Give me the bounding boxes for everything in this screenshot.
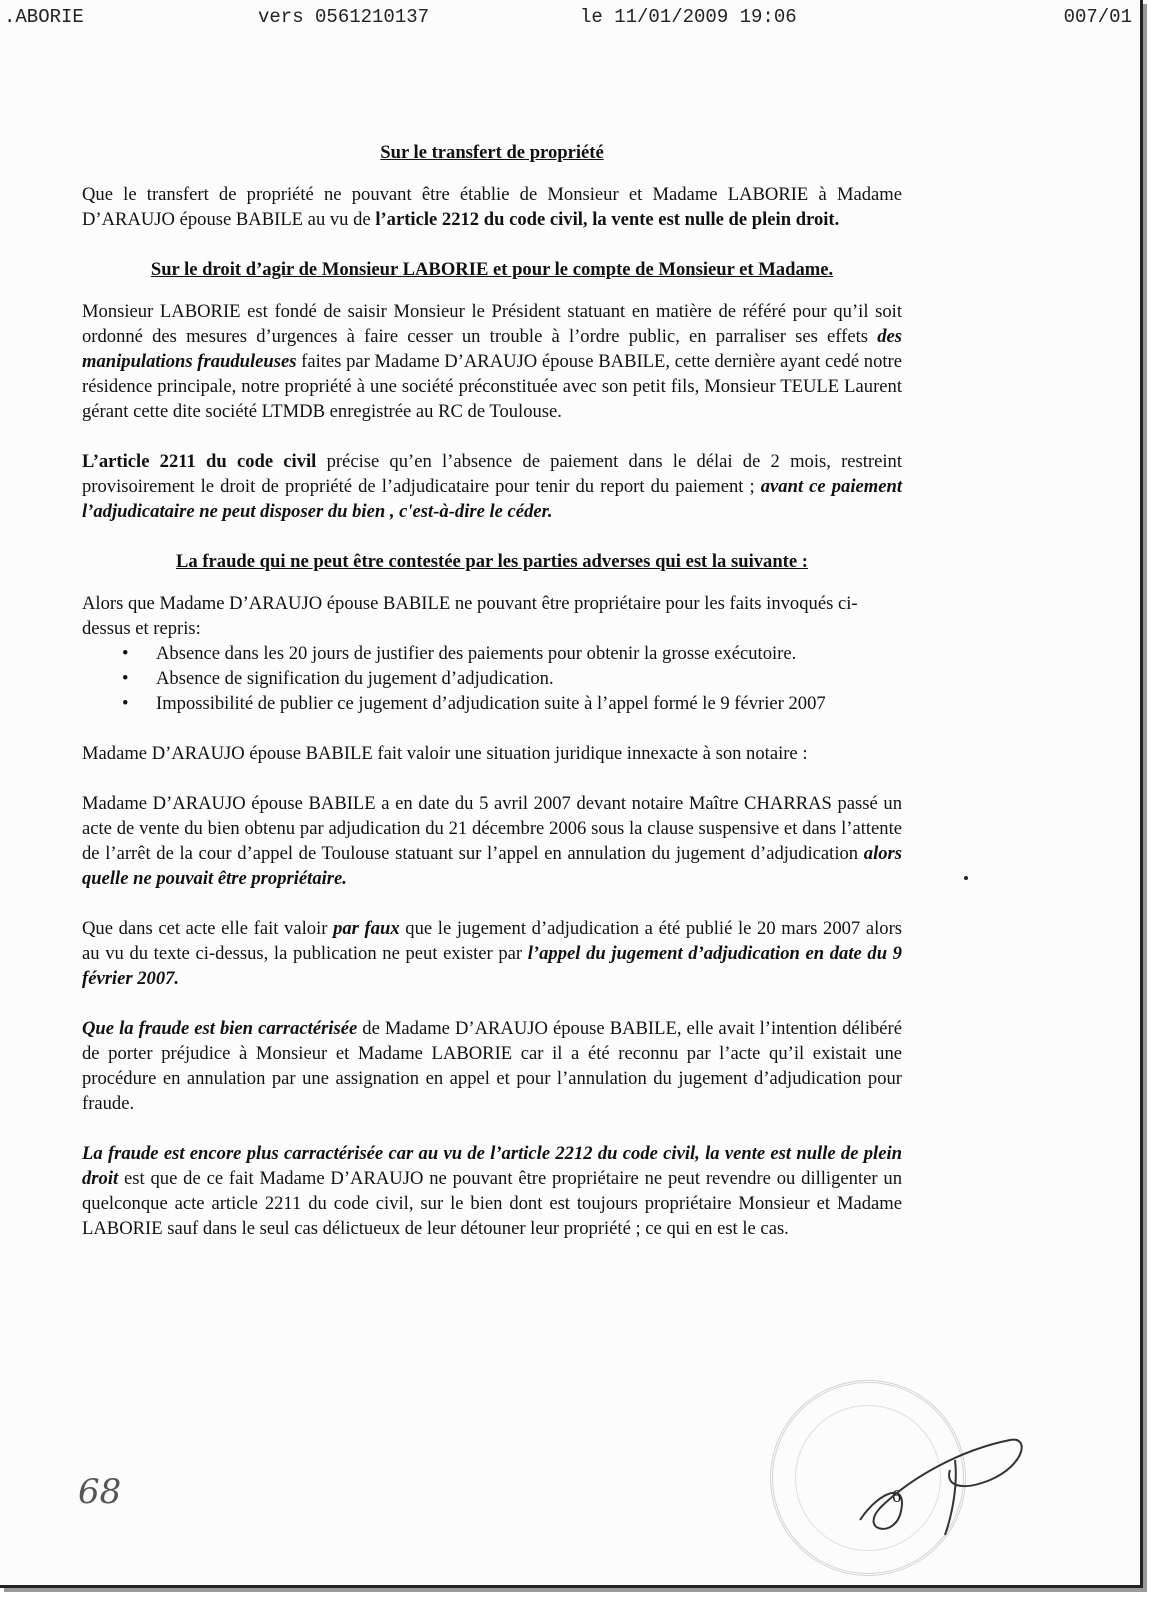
text-run: faites par Madame D’ARAUJO épouse BABILE, cette dernière ayant cedé notre résidence principale, notre propriété à une société préconstituée avec son petit fils, Monsieur TEULE Laurent gérant cette dite société LTMDB enregistrée au RC de Toulouse. bbox=[82, 351, 902, 422]
text-run-bold: l’article 2212 du code civil, la vente est nulle de plein droit. bbox=[375, 209, 840, 230]
paragraph-false-publication bbox=[82, 916, 902, 991]
text-run-bold-italic: par faux bbox=[333, 918, 400, 939]
fax-recipient: vers 0561210137 bbox=[258, 6, 430, 28]
fax-header bbox=[0, 6, 1140, 32]
text-run: Que dans cet acte elle fait valoir bbox=[82, 918, 334, 939]
list-item: • Absence de signification du jugement d’adjudication. bbox=[122, 666, 902, 691]
text-run-bold-italic: avant ce paiement l’adjudicataire ne peut disposer du bien , c'est-à-dire le céder. bbox=[82, 476, 902, 522]
text-run-bold: L’article 2211 du code civil bbox=[82, 451, 317, 472]
paragraph-fraud-further bbox=[82, 1141, 902, 1241]
fax-page-count: 007/01 bbox=[1063, 6, 1132, 28]
handwritten-page-number: 68 bbox=[78, 1472, 122, 1512]
text-run-bold-italic: des manipulations frauduleuses bbox=[82, 326, 902, 372]
fax-sender: .ABORIE bbox=[4, 6, 84, 28]
text-run: Monsieur LABORIE est fondé de saisir Monsieur le Président statuant en matière de référé pour qu’il soit ordonné des mesures d’urgences à faire cesser un trouble à l’ordre public, en parraliser ses effets bbox=[82, 301, 902, 347]
document-body bbox=[82, 140, 902, 1266]
fraud-bullet-list bbox=[82, 641, 902, 716]
speck-mark bbox=[964, 876, 968, 880]
text-run: de Madame D’ARAUJO épouse BABILE, elle avait l’intention délibéré de porter préjudice à Monsieur et Madame LABORIE car il a été reconnu par l’acte qu’il existait une procédure en annulation par une assignation en appel et pour l’annulation du jugement d’adjudication pour fraude. bbox=[82, 1018, 902, 1114]
text-run-bold-italic: La fraude est encore plus carractérisée car au vu de l’article 2212 du code civil, la vente est nulle de plein droit bbox=[82, 1143, 902, 1189]
fax-date: le 11/01/2009 19:06 bbox=[580, 6, 797, 28]
section-heading-fraud: La fraude qui ne peut être contestée par les parties adverses qui est la suivante : bbox=[176, 551, 808, 572]
section-heading-transfer: Sur le transfert de propriété bbox=[380, 142, 604, 163]
text-run-bold-italic: l’appel du jugement d’adjudication en date du 9 février 2007. bbox=[82, 943, 902, 989]
paragraph-right-to-act bbox=[82, 299, 902, 424]
paragraph-notary-claim: Madame D’ARAUJO épouse BABILE fait valoir une situation juridique innexacte à son notaire : bbox=[82, 743, 808, 764]
paragraph-sale-act bbox=[82, 791, 902, 891]
text-run: que le jugement d’adjudication a été publié le 20 mars 2007 alors au vu du texte ci-dessus, la publication ne peut exister par bbox=[82, 918, 902, 964]
paragraph-transfer bbox=[82, 182, 902, 232]
text-run: Que le transfert de propriété ne pouvant être établie de Monsieur et Madame LABORIE à Madame D’ARAUJO épouse BABILE au vu de bbox=[82, 184, 902, 230]
signature-icon bbox=[840, 1420, 1040, 1540]
paragraph-fraud-intro: Alors que Madame D’ARAUJO épouse BABILE ne pouvant être propriétaire pour les faits invoqués ci-dessus et repris: bbox=[82, 593, 858, 639]
list-item: • Impossibilité de publier ce jugement d’adjudication suite à l’appel formé le 9 février 2007 bbox=[122, 691, 902, 716]
text-run: précise qu’en l’absence de paiement dans le délai de 2 mois, restreint provisoirement le droit de propriété de l’adjudicataire pour tenir du report du paiement ; bbox=[82, 451, 903, 497]
text-run-bold-italic: Que la fraude est bien carractérisée bbox=[82, 1018, 358, 1039]
paragraph-fraud-characterised bbox=[82, 1016, 902, 1116]
paragraph-article-2211 bbox=[82, 449, 902, 524]
text-run-bold-italic: alors quelle ne pouvait être propriétaire. bbox=[82, 843, 902, 889]
page-number: 6 bbox=[892, 1486, 901, 1506]
list-item: • Absence dans les 20 jours de justifier des paiements pour obtenir la grosse exécutoire. bbox=[122, 641, 902, 666]
text-run: est que de ce fait Madame D’ARAUJO ne pouvant être propriétaire ne peut revendre ou dilligenter un quelconque acte article 2211 du code civil, sur le bien dont est toujours propriétaire Monsieur et Madame LABORIE sauf dans le seul cas délictueux de leur détouner leur propriété ; ce qui en est le cas. bbox=[82, 1168, 902, 1239]
text-run: Madame D’ARAUJO épouse BABILE a en date du 5 avril 2007 devant notaire Maître CHARRAS passé un acte de vente du bien obtenu par adjudication du 21 décembre 2006 sous la clause suspensive et dans l’attente de l’arrêt de la cour d’appel de Toulouse statuant sur l’appel en annulation du jugement d’adjudication bbox=[82, 793, 902, 864]
section-heading-right-to-act: Sur le droit d’agir de Monsieur LABORIE et pour le compte de Monsieur et Madame. bbox=[150, 259, 834, 280]
